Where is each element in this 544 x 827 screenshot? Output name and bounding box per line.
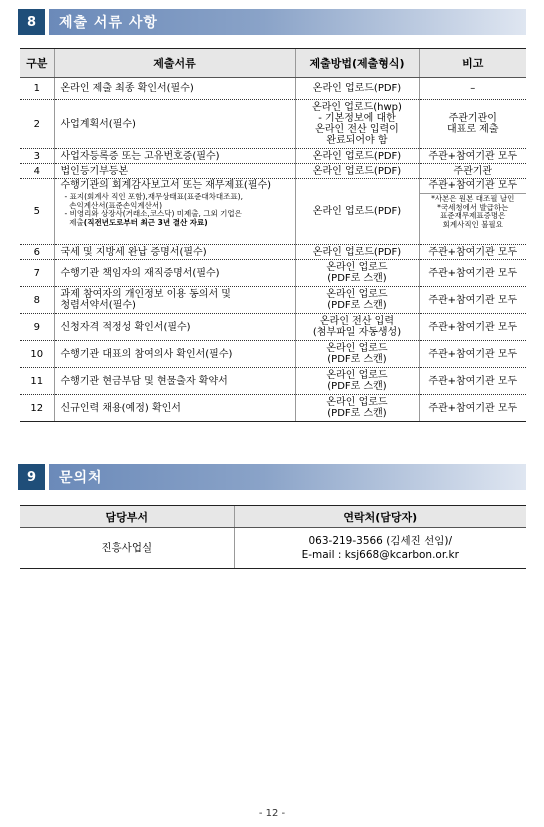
row-document: 온라인 제출 최종 확인서(필수) xyxy=(54,78,295,100)
table-row xyxy=(20,149,526,164)
table-row xyxy=(20,245,526,260)
contact-header-row xyxy=(20,506,526,528)
section-8-number: 8 xyxy=(18,9,45,35)
note-line: 대표로 제출 xyxy=(447,124,499,135)
method-line: 온라인 업로드 xyxy=(326,370,388,381)
method-line: (PDF로 스캔) xyxy=(327,408,387,419)
row-method xyxy=(295,287,419,314)
sub-item xyxy=(65,219,295,228)
note-sub xyxy=(420,195,527,229)
method-line: 온라인 전산 입력 xyxy=(320,316,394,327)
row-method xyxy=(295,395,419,422)
note-sub-line: *사본은 원본 대조필 날인 xyxy=(431,194,515,203)
row-method: 온라인 업로드(PDF) xyxy=(295,245,419,260)
contact-row xyxy=(20,528,526,569)
contact-info xyxy=(234,528,526,569)
sub-item: - 비영리와 상장사(거래소,코스닥) 미제출, 그외 기업은 xyxy=(64,209,242,218)
row-document: 법인등기부등본 xyxy=(54,164,295,179)
note-sub-line: *국세청에서 발급하는 xyxy=(437,202,509,212)
document-sub-list xyxy=(61,193,295,227)
row-method xyxy=(295,314,419,341)
method-line: (PDF로 스캔) xyxy=(327,300,387,311)
row-note: 주관+참여기관 모두 xyxy=(419,245,526,260)
row-method: 온라인 업로드(PDF) xyxy=(295,164,419,179)
row-method xyxy=(295,368,419,395)
row-document: 사업자등록증 또는 고유번호증(필수) xyxy=(54,149,295,164)
row-no: 10 xyxy=(20,341,54,368)
row-no: 7 xyxy=(20,260,54,287)
row-document: 수행기관 현금부담 및 현물출자 확약서 xyxy=(54,368,295,395)
method-line: 완료되어야 함 xyxy=(326,135,388,146)
department: 진흥사업실 xyxy=(20,528,234,569)
method-line: (PDF로 스캔) xyxy=(327,273,387,284)
row-note: 주관+참여기관 모두 xyxy=(419,260,526,287)
row-method: 온라인 업로드(PDF) xyxy=(295,179,419,245)
row-document xyxy=(54,179,295,245)
table-row xyxy=(20,368,526,395)
row-note: 주관+참여기관 모두 xyxy=(419,368,526,395)
section-9-header xyxy=(18,464,526,490)
row-no: 8 xyxy=(20,287,54,314)
row-note: 주관+참여기관 모두 xyxy=(419,395,526,422)
table-row xyxy=(20,100,526,149)
row-note: 주관+참여기관 모두 xyxy=(419,287,526,314)
row-no: 4 xyxy=(20,164,54,179)
row-note: – xyxy=(419,78,526,100)
row-method: 온라인 업로드(PDF) xyxy=(295,149,419,164)
submission-documents-table xyxy=(20,48,526,422)
method-line: - 기본정보에 대한 xyxy=(318,113,396,124)
row-document: 신규인력 채용(예정) 확인서 xyxy=(54,395,295,422)
table-row xyxy=(20,341,526,368)
document-line: 청렴서약서(필수) xyxy=(60,300,136,311)
row-no: 3 xyxy=(20,149,54,164)
document-line: 과제 참여자의 개인정보 이용 동의서 및 xyxy=(60,289,231,300)
sub-item: - 표지(회계사 직인 포함),재무상태표(표준대차대조표), xyxy=(64,192,243,201)
row-no: 12 xyxy=(20,395,54,422)
row-method xyxy=(295,341,419,368)
row-note: 주관+참여기관 모두 xyxy=(419,149,526,164)
document-title: 수행기관의 회계감사보고서 또는 재무제표(필수) xyxy=(60,180,272,191)
header-method: 제출방법(제출형식) xyxy=(295,49,419,78)
note-top: 주관+참여기관 모두 xyxy=(428,180,518,191)
header-no: 구분 xyxy=(20,49,54,78)
section-8-title: 제출 서류 사항 xyxy=(49,9,526,35)
note-sub-line: 표준재무제표증명은 xyxy=(440,211,506,220)
contact-phone: 063-219-3566 (김세진 선임)/ xyxy=(308,535,452,547)
header-note: 비고 xyxy=(419,49,526,78)
row-no: 5 xyxy=(20,179,54,245)
method-line: 온라인 업로드 xyxy=(326,343,388,354)
row-note xyxy=(419,100,526,149)
method-line: 온라인 업로드(hwp) xyxy=(312,102,402,113)
table-row xyxy=(20,287,526,314)
note-sub-line: 회계사직인 불필요 xyxy=(442,219,503,229)
row-note: 주관기관 xyxy=(419,164,526,179)
row-document: 수행기관 대표의 참여의사 확인서(필수) xyxy=(54,341,295,368)
sub-item-bold: (직전년도로부터 최근 3년 결산 자료) xyxy=(83,217,208,227)
row-method: 온라인 업로드(PDF) xyxy=(295,78,419,100)
method-line: (첨부파일 자동생성) xyxy=(312,327,402,338)
header-department: 담당부서 xyxy=(20,506,234,528)
method-line: 온라인 업로드 xyxy=(326,397,388,408)
row-document: 수행기관 책임자의 재직증명서(필수) xyxy=(54,260,295,287)
method-line: (PDF로 스캔) xyxy=(327,381,387,392)
header-contact: 연락처(담당자) xyxy=(234,506,526,528)
row-document xyxy=(54,287,295,314)
section-9-title: 문의처 xyxy=(49,464,526,490)
method-line: (PDF로 스캔) xyxy=(327,354,387,365)
row-method xyxy=(295,260,419,287)
table-header-row xyxy=(20,49,526,78)
note-line: 주관기관이 xyxy=(448,113,497,124)
row-document: 국세 및 지방세 완납 증명서(필수) xyxy=(54,245,295,260)
row-note xyxy=(419,179,526,245)
row-no: 9 xyxy=(20,314,54,341)
table-row xyxy=(20,164,526,179)
row-document: 신청자격 적정성 확인서(필수) xyxy=(54,314,295,341)
table-row xyxy=(20,260,526,287)
row-note: 주관+참여기관 모두 xyxy=(419,314,526,341)
sub-item-text: 제출 xyxy=(64,217,84,227)
table-row xyxy=(20,395,526,422)
table-row xyxy=(20,314,526,341)
table-row xyxy=(20,78,526,100)
header-document: 제출서류 xyxy=(54,49,295,78)
contact-table xyxy=(20,505,526,569)
method-line: 온라인 업로드 xyxy=(326,262,388,273)
row-no: 2 xyxy=(20,100,54,149)
section-9-number: 9 xyxy=(18,464,45,490)
row-method xyxy=(295,100,419,149)
section-8-header xyxy=(18,9,526,35)
sub-item: 손익계산서(표준손익계산서) xyxy=(64,200,163,210)
row-no: 1 xyxy=(20,78,54,100)
contact-email[interactable]: E-mail : ksj668@kcarbon.or.kr xyxy=(301,549,459,561)
row-note: 주관+참여기관 모두 xyxy=(419,341,526,368)
row-no: 11 xyxy=(20,368,54,395)
row-no: 6 xyxy=(20,245,54,260)
page-number: - 12 - xyxy=(258,808,286,819)
method-line: 온라인 업로드 xyxy=(326,289,388,300)
method-line: 온라인 전산 입력이 xyxy=(315,124,399,135)
row-document: 사업계획서(필수) xyxy=(54,100,295,149)
table-row xyxy=(20,179,526,245)
